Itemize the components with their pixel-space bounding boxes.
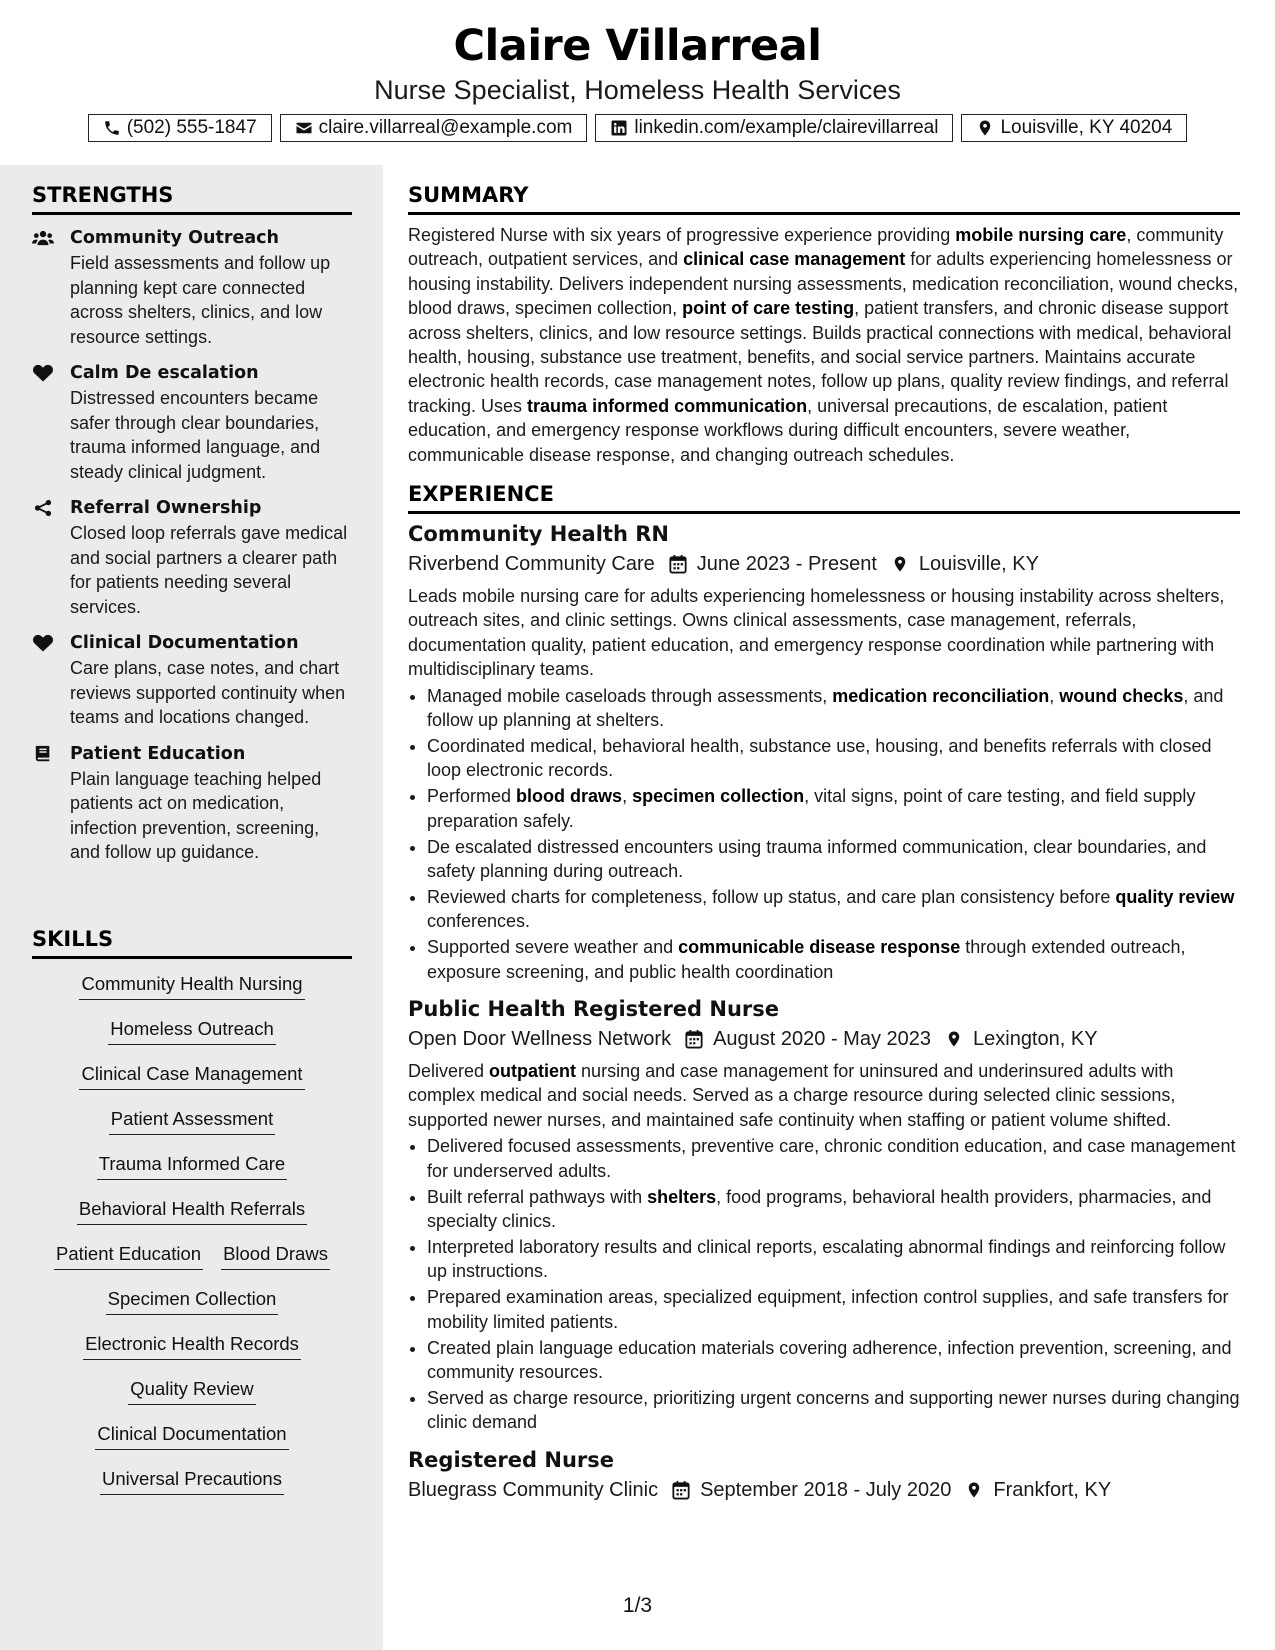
skill-tag: Patient Assessment: [109, 1106, 275, 1135]
text-run: for adults experiencing homelessness or housing instability. Delivers independent nursing assessments, medication reconciliation, wound checks, blood draws, specimen collection,: [408, 249, 1239, 319]
skill-row: [32, 1241, 352, 1286]
skill-tag: Quality Review: [128, 1376, 255, 1405]
strength-text: Plain language teaching helped patients act on medication, infection prevention, screening, and follow up guidance.: [70, 768, 322, 862]
skill-row: [32, 1061, 352, 1106]
strength-item: [32, 495, 352, 619]
share-icon: [32, 499, 54, 517]
skill-row: [32, 1151, 352, 1196]
heart-icon: [32, 634, 54, 652]
experience-heading: EXPERIENCE: [408, 481, 1240, 514]
skill-row: [32, 971, 352, 1016]
book-icon: [32, 745, 54, 763]
summary-heading: SUMMARY: [408, 182, 1240, 215]
main-column: [408, 180, 1240, 1504]
strength-item: [32, 225, 352, 349]
emphasis-text: clinical case management: [683, 249, 906, 270]
strength-text: Distressed encounters became safer through clear boundaries, trauma informed language, and steady clinical judgment.: [70, 388, 321, 482]
bullet-item: [427, 1134, 1240, 1183]
skill-row: [32, 1286, 352, 1331]
text-run: Coordinated medical, behavioral health, substance use, housing, and benefits referrals with closed loop electronic records.: [427, 736, 1212, 781]
summary-section: [408, 182, 1240, 467]
strength-title: Patient Education: [70, 743, 246, 764]
emphasis-text: point of care testing: [682, 298, 855, 319]
text-run: , food programs, behavioral health providers, pharmacies, and specialty clinics.: [427, 1186, 1212, 1231]
job-location: Lexington, KY: [973, 1028, 1098, 1051]
skill-tag: Homeless Outreach: [108, 1016, 275, 1045]
text-run: , community outreach, outpatient services, and: [408, 225, 1224, 270]
job-title: Registered Nurse: [408, 1447, 614, 1472]
emphasis-text: trauma informed communication: [527, 395, 808, 416]
text-run: Prepared examination areas, specialized equipment, infection control supplies, and safe transfers for mobility limited patients.: [427, 1287, 1229, 1332]
job-dates: September 2018 - July 2020: [700, 1478, 952, 1501]
envelope-icon: [295, 119, 313, 137]
strength-item: [32, 360, 352, 484]
users-icon: [32, 229, 54, 247]
job-meta: [408, 1476, 1240, 1504]
contact-linkedin-text: linkedin.com/example/clairevillarreal: [634, 117, 939, 138]
bullet-item: [427, 1386, 1240, 1435]
skill-row: [32, 1466, 352, 1511]
calendar-icon: [685, 1029, 703, 1049]
job-location: Frankfort, KY: [993, 1478, 1112, 1501]
job-meta: [408, 550, 1240, 578]
text-run: Interpreted laboratory results and clinical reports, escalating abnormal findings and reinforcing follow up instructions.: [427, 1236, 1226, 1282]
experience-section: [408, 481, 1240, 1504]
skill-tag: Clinical Documentation: [95, 1421, 288, 1450]
skill-tag: Clinical Case Management: [79, 1061, 304, 1090]
skill-row: [32, 1331, 352, 1376]
map-pin-icon: [891, 554, 909, 574]
bullet-item: [427, 1285, 1240, 1334]
strength-title: Calm De escalation: [70, 363, 259, 383]
skill-row: [32, 1421, 352, 1466]
skills-section: [32, 926, 352, 1511]
emphasis-text: blood draws: [516, 786, 623, 807]
linkedin-icon: [610, 119, 628, 137]
job-bullets: [408, 1134, 1240, 1434]
strengths-heading: STRENGTHS: [32, 182, 352, 215]
text-run: , and follow up planning at shelters.: [427, 685, 1224, 731]
contact-email-text: claire.villarreal@example.com: [318, 117, 573, 138]
phone-icon: [103, 119, 121, 137]
bullet-item: [427, 835, 1240, 884]
skill-row: [32, 1196, 352, 1241]
skill-row: [32, 1376, 352, 1421]
text-run: Supported severe weather and: [427, 937, 679, 958]
text-run: Delivered focused assessments, preventive care, chronic condition education, and case management for underserved adults.: [427, 1136, 1236, 1181]
calendar-icon: [669, 554, 687, 574]
emphasis-text: quality review: [1115, 886, 1235, 907]
map-pin-icon: [965, 1480, 983, 1500]
text-run: Managed mobile caseloads through assessments,: [427, 685, 833, 706]
contact-email[interactable]: [280, 114, 588, 142]
skill-tag: Universal Precautions: [100, 1466, 284, 1495]
page-number: 1/3: [622, 1594, 653, 1617]
contact-phone-text: (502) 555-1847: [126, 117, 257, 138]
bullet-item: [427, 784, 1240, 833]
strength-title: Community Outreach: [70, 228, 279, 248]
job-entry: [408, 1446, 1240, 1504]
text-run: Performed: [427, 786, 517, 807]
text-run: Registered Nurse with six years of progressive experience providing: [408, 225, 956, 245]
skill-tag: Blood Draws: [221, 1241, 330, 1270]
strength-item: [32, 630, 352, 730]
text-run: Reviewed charts for completeness, follow up status, and care plan consistency before: [427, 886, 1116, 907]
strength-text: Closed loop referrals gave medical and social partners a clearer path for patients needing several services.: [70, 523, 348, 617]
strength-title: Clinical Documentation: [70, 633, 299, 653]
text-run: , vital signs, point of care testing, and field supply preparation safely.: [427, 786, 1196, 831]
heart-icon: [32, 364, 54, 382]
job-dates: August 2020 - May 2023: [713, 1028, 931, 1051]
job-dates: June 2023 - Present: [696, 553, 877, 576]
map-pin-icon: [945, 1029, 963, 1049]
text-run: Built referral pathways with: [427, 1186, 648, 1207]
emphasis-text: wound checks: [1059, 685, 1184, 706]
bullet-item: [427, 1336, 1240, 1385]
calendar-icon: [672, 1480, 690, 1500]
contact-linkedin[interactable]: [595, 114, 953, 142]
job-title: Community Health RN: [408, 522, 669, 547]
text-run: ,: [622, 786, 633, 807]
emphasis-text: outpatient: [489, 1061, 577, 1082]
text-run: , universal precautions, de escalation, patient education, and emergency response workflows during difficult encounters, severe weather, communicable disease response, and changing outreach schedules.: [408, 395, 1168, 465]
emphasis-text: medication reconciliation: [832, 685, 1050, 706]
skills-heading: SKILLS: [32, 926, 352, 959]
skill-tag: Behavioral Health Referrals: [77, 1196, 307, 1225]
emphasis-text: specimen collection: [632, 786, 805, 807]
job-bullets: [408, 684, 1240, 984]
skill-row: [32, 1016, 352, 1061]
bullet-item: [427, 885, 1240, 934]
emphasis-text: communicable disease response: [678, 937, 961, 958]
candidate-name: Claire Villarreal: [453, 21, 822, 71]
text-run: Delivered: [408, 1061, 490, 1082]
text-run: ,: [1049, 685, 1060, 706]
job-employer: Riverbend Community Care: [408, 553, 655, 576]
bullet-item: [427, 734, 1240, 783]
job-employer: Open Door Wellness Network: [408, 1028, 672, 1051]
text-run: Leads mobile nursing care for adults experiencing homelessness or housing instability across shelters, outreach sites, and clinic settings. Owns clinical assessments, case management, referrals, documentation quality, patient education, and emergency response coordination while partnering with multidisciplinary teams.: [408, 586, 1225, 680]
resume-header: [0, 0, 1275, 165]
skill-row: [32, 1106, 352, 1151]
job-title: Public Health Registered Nurse: [408, 997, 780, 1022]
text-run: through extended outreach, exposure screening, and public health coordination: [427, 937, 1186, 982]
contact-phone[interactable]: [88, 114, 272, 142]
strengths-section: [32, 182, 352, 865]
skill-tag: Trauma Informed Care: [97, 1151, 287, 1180]
text-run: , patient transfers, and chronic disease support across shelters, clinics, and low resource settings. Builds practical connections with medical, behavioral health, housing, substance use treatment, benefits, and social service partners. Maintains accurate electronic health records, case management notes, follow up plans, quality review findings, and referral tracking. Uses: [408, 298, 1232, 416]
strength-item: [32, 741, 352, 865]
text-run: Served as charge resource, prioritizing urgent concerns and supporting newer nurses during changing clinic demand: [427, 1387, 1240, 1433]
bullet-item: [427, 1235, 1240, 1284]
contact-bar: [0, 114, 1275, 142]
skill-tag: Electronic Health Records: [83, 1331, 301, 1360]
skill-tag: Patient Education: [54, 1241, 203, 1270]
skill-tag: Community Health Nursing: [79, 971, 304, 1000]
emphasis-text: shelters: [647, 1186, 717, 1207]
strength-text: Care plans, case notes, and chart reviews supported continuity when teams and locations changed.: [70, 658, 346, 727]
job-summary: [408, 1059, 1240, 1132]
contact-location-text: Louisville, KY 40204: [1000, 117, 1173, 138]
text-run: nursing and case management for uninsured and underinsured adults with complex medical and social needs. Served as a charge resource during selected clinic sessions, supported newer nurses, and maintained safe continuity when staffing or patient volume shifted.: [408, 1061, 1176, 1130]
map-pin-icon: [976, 119, 994, 137]
strength-text: Field assessments and follow up planning kept care connected across shelters, clinics, and low resource settings.: [70, 253, 331, 347]
bullet-item: [427, 684, 1240, 733]
emphasis-text: mobile nursing care: [955, 225, 1127, 245]
text-run: De escalated distressed encounters using trauma informed communication, clear boundaries, and safety planning during outreach.: [427, 836, 1207, 882]
text-run: conferences.: [427, 911, 531, 932]
job-location: Louisville, KY: [918, 553, 1039, 576]
strength-title: Referral Ownership: [70, 498, 262, 518]
job-entry: [408, 995, 1240, 1435]
summary-text: [408, 223, 1240, 467]
job-meta: [408, 1025, 1240, 1053]
candidate-title: Nurse Specialist, Homeless Health Services: [374, 75, 901, 105]
bullet-item: [427, 935, 1240, 984]
job-entry: [408, 520, 1240, 984]
skill-tag: Specimen Collection: [106, 1286, 279, 1315]
bullet-item: [427, 1185, 1240, 1234]
contact-location: [961, 114, 1187, 142]
job-employer: Bluegrass Community Clinic: [408, 1478, 659, 1501]
job-summary: [408, 584, 1240, 682]
text-run: Created plain language education materials covering adherence, infection prevention, screening, and community resources.: [427, 1337, 1232, 1382]
